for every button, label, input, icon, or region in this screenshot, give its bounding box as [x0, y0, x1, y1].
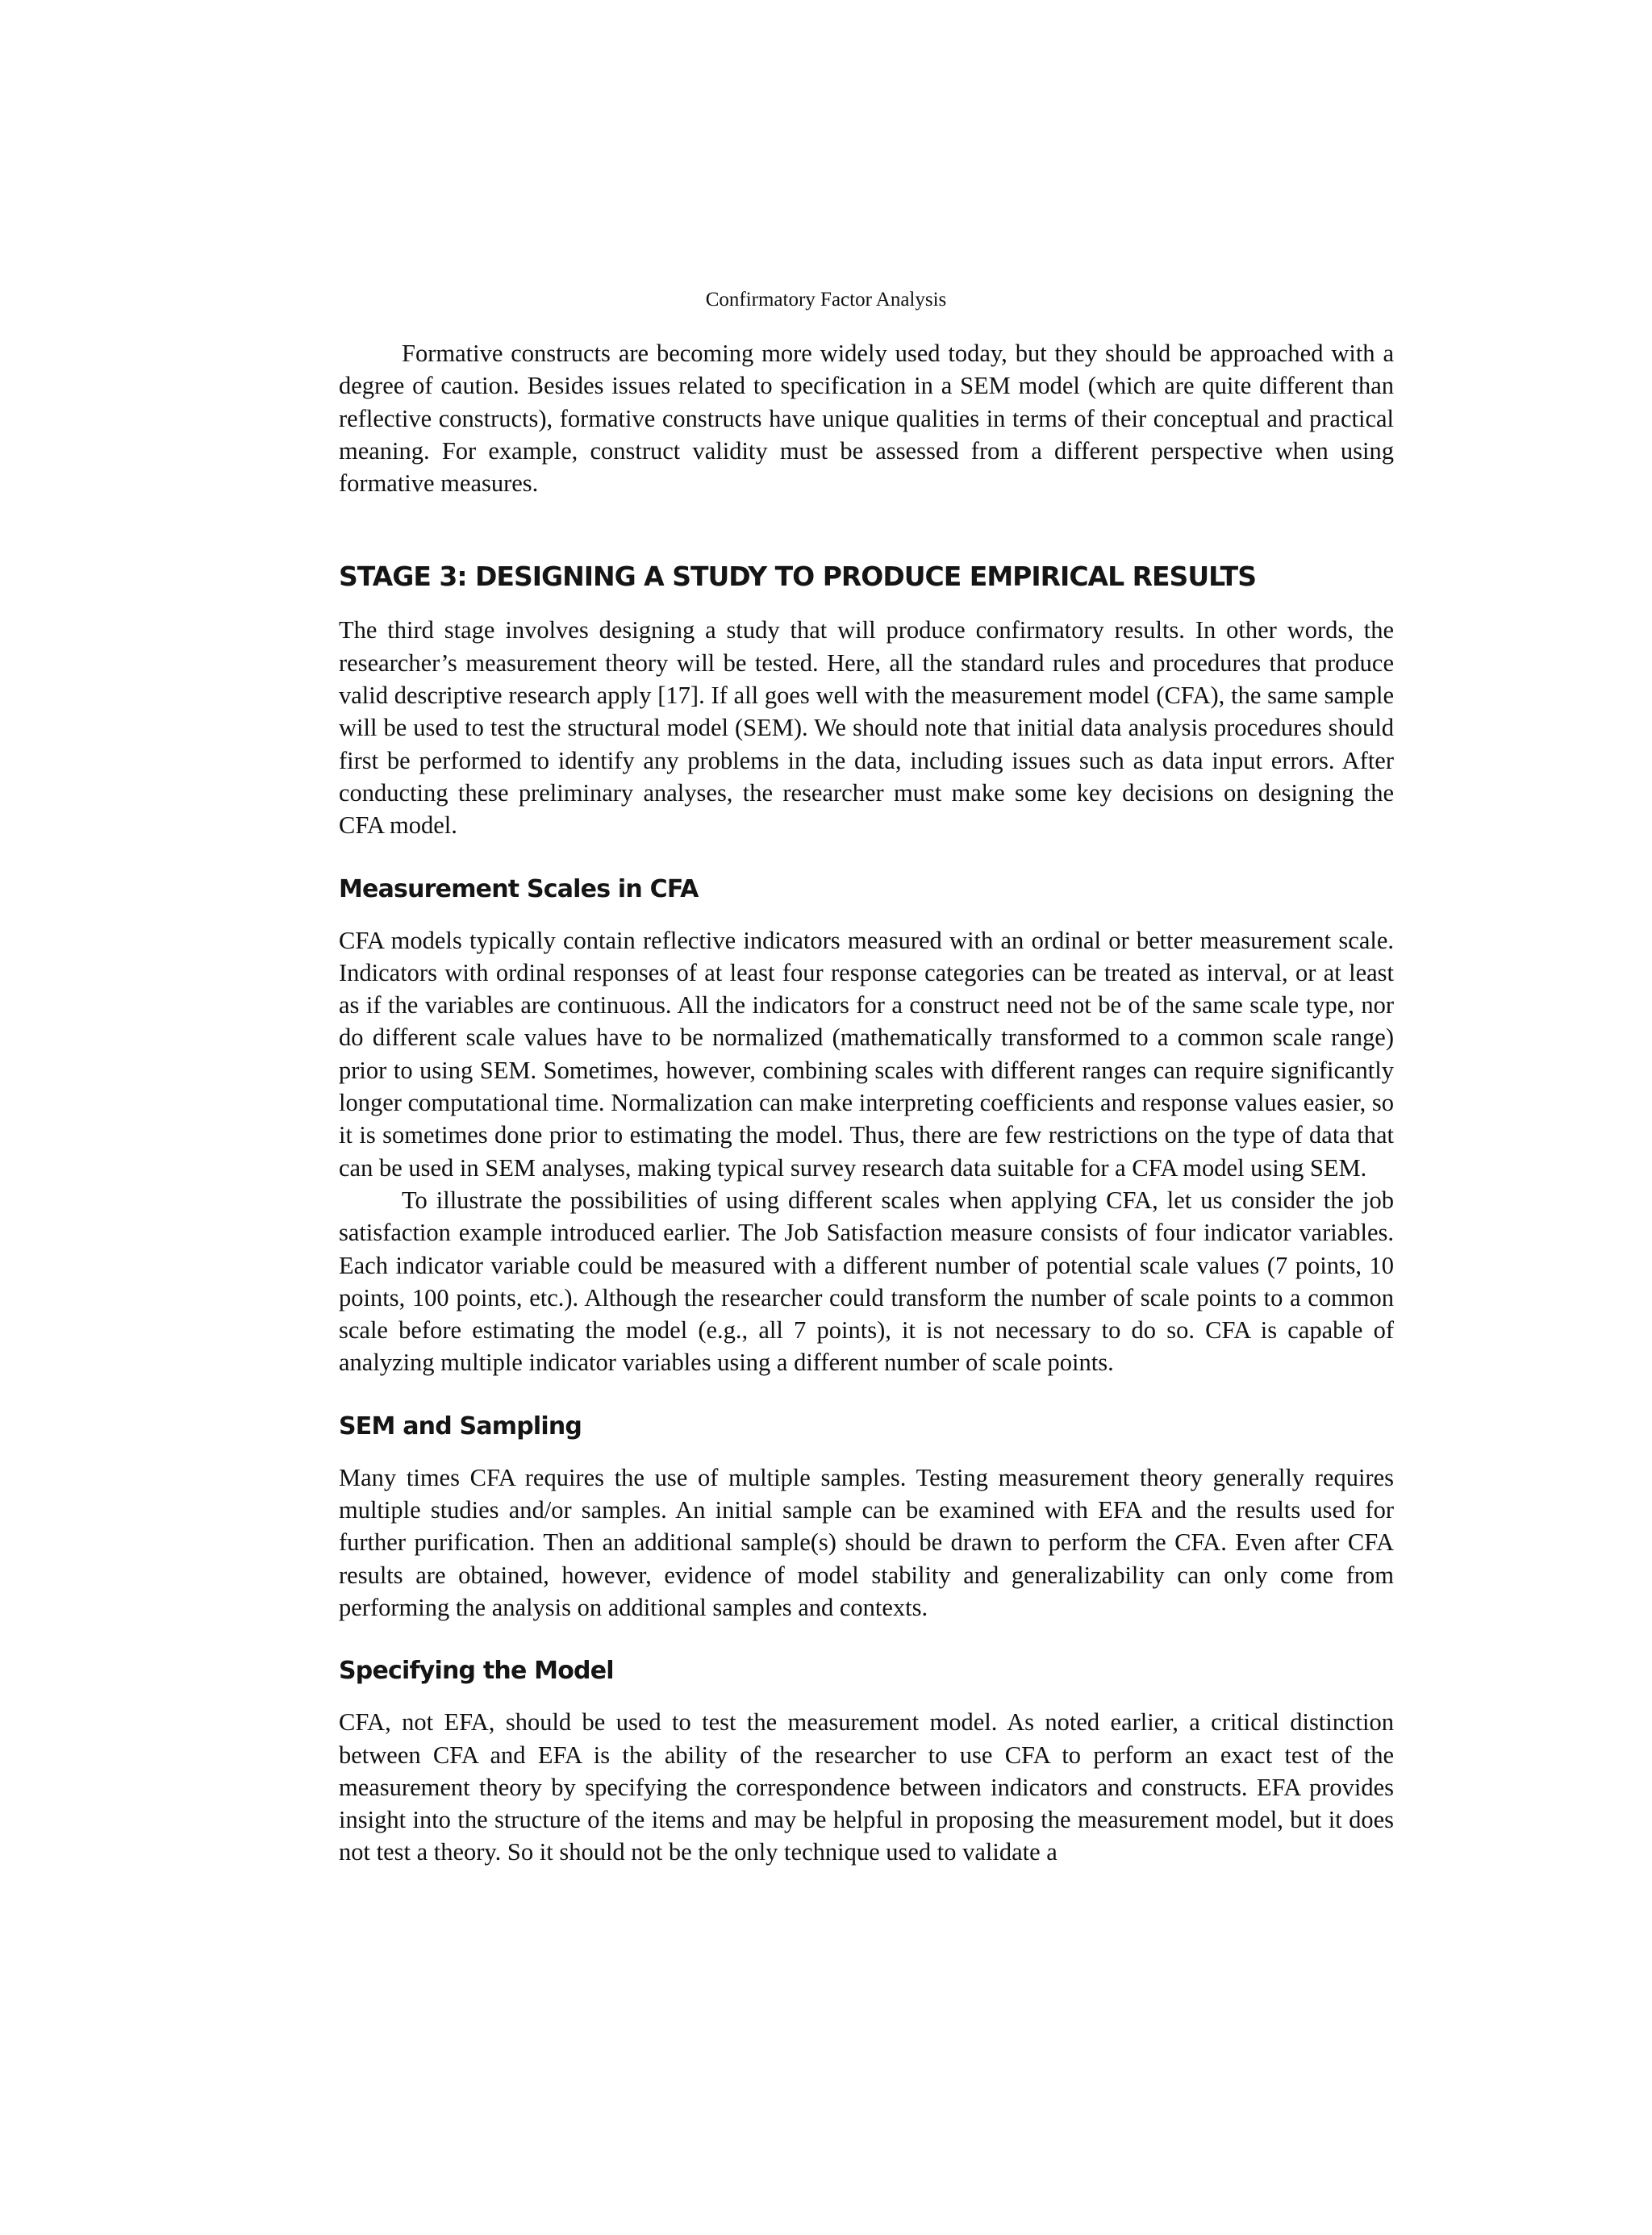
measurement-scales-heading: Measurement Scales in CFA: [339, 874, 699, 903]
measurement-scales-paragraph-1: CFA models typically contain reflective indicators measured with an ordinal or better measurement scale. Indicators with ordinal responses of at least four response categories can be treated as interval, or at least as if the variables are continuous. All the indicators for a construct need not be of the same scale type, nor do different scale values have to be normalized (mathematically transformed to a common scale range) prior to using SEM. Sometimes, however, combining scales with different ranges can require significantly longer computational time. Normalization can make interpreting coefficients and response values easier, so it is sometimes done prior to estimating the model. Thus, there are few restrictions on the type of data that can be used in SEM analyses, making typical survey research data suitable for a CFA model using SEM.: [339, 926, 1394, 1182]
specifying-model-heading: Specifying the Model: [339, 1657, 614, 1686]
page-body: [339, 337, 1394, 1869]
sem-sampling-heading: SEM and Sampling: [339, 1411, 582, 1441]
measurement-scales-paragraph-2: To illustrate the possibilities of using different scales when applying CFA, let us consider the job satisfaction example introduced earlier. The Job Satisfaction measure consists of four indicator variables. Each indicator variable could be measured with a different number of potential scale values (7 points, 10 points, 100 points, etc.). Although the researcher could transform the number of scale points to a common scale before estimating the model (e.g., all 7 points), it is not necessary to do so. CFA is capable of analyzing multiple indicator variables using a different number of scale points.: [339, 1186, 1394, 1377]
stage3-paragraph: The third stage involves designing a study that will produce confirmatory results. In other words, the researcher’s measurement theory will be tested. Here, all the standard rules and procedures that produce valid descriptive research apply [17]. If all goes well with the measurement model (CFA), the same sample will be used to test the structural model (SEM). We should note that initial data analysis procedures should first be performed to identify any problems in the data, including issues such as data input errors. After conducting these preliminary analyses, the researcher must make some key decisions on designing the CFA model.: [339, 616, 1394, 840]
running-head: Confirmatory Factor Analysis: [705, 289, 947, 311]
sem-sampling-paragraph: Many times CFA requires the use of multiple samples. Testing measurement theory generally requires multiple studies and/or samples. An initial sample can be examined with EFA and the results used for further purification. Then an additional sample(s) should be drawn to perform the CFA. Even after CFA results are obtained, however, evidence of model stability and generalizability can only come from performing the analysis on additional samples and contexts.: [339, 1463, 1394, 1621]
intro-paragraph: Formative constructs are becoming more widely used today, but they should be approached with a degree of caution. Besides issues related to specification in a SEM model (which are quite different than reflective constructs), formative constructs have unique qualities in terms of their conceptual and practical meaning. For example, construct validity must be assessed from a different perspective when using formative measures.: [339, 340, 1394, 498]
stage3-heading: STAGE 3: DESIGNING A STUDY TO PRODUCE EMPIRICAL RESULTS: [339, 561, 1256, 593]
specifying-model-paragraph: CFA, not EFA, should be used to test the measurement model. As noted earlier, a critical distinction between CFA and EFA is the ability of the researcher to use CFA to perform an exact test of the measurement theory by specifying the correspondence between indicators and constructs. EFA provides insight into the structure of the items and may be helpful in proposing the measurement model, but it does not test a theory. So it should not be the only technique used to validate a: [339, 1708, 1394, 1866]
